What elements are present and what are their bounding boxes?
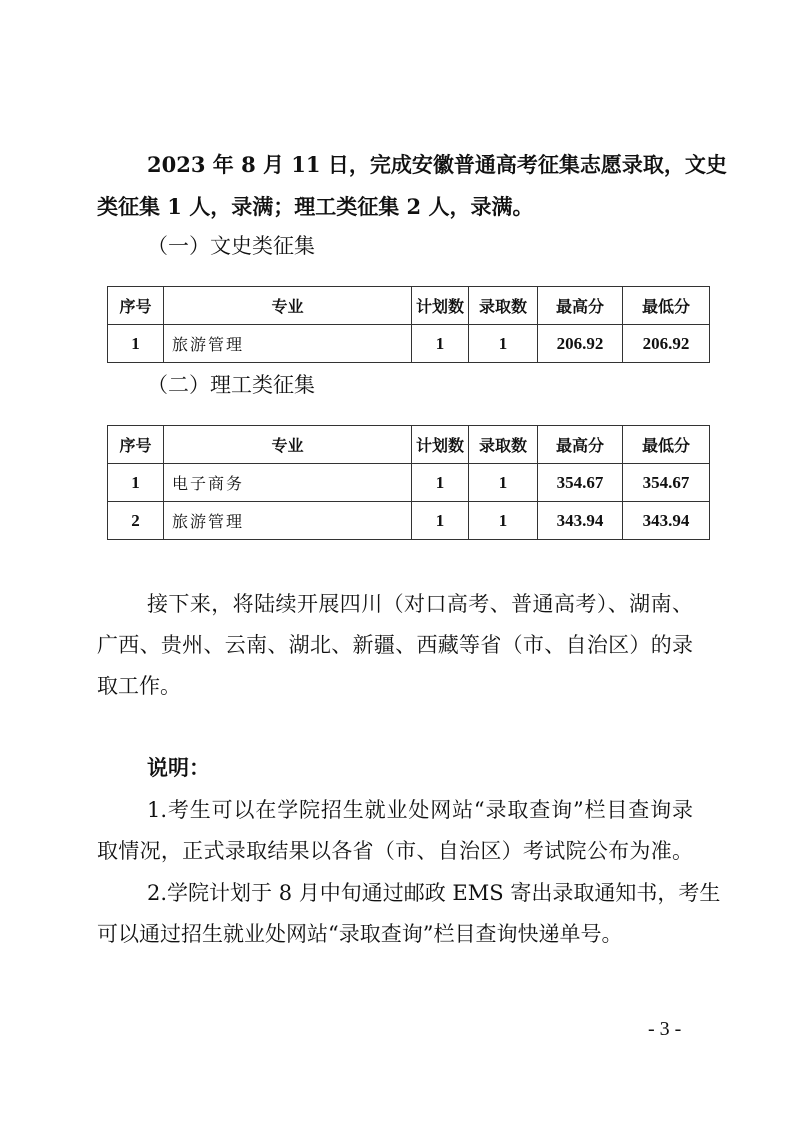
- cell-seq: 1: [108, 325, 164, 363]
- cell-max: 206.92: [538, 325, 623, 363]
- cell-min: 354.67: [623, 464, 710, 502]
- intro-line-1: 2023 年 8 月 11 日，完成安徽普通高考征集志愿录取，文史: [147, 152, 727, 177]
- table-row: [108, 325, 710, 363]
- cell-max: 343.94: [538, 502, 623, 540]
- next-line-1: 接下来，将陆续开展四川（对口高考、普通高考）、湖南、: [147, 592, 693, 616]
- cell-major: 旅游管理: [164, 325, 412, 363]
- notes-title: 说明：: [147, 755, 210, 780]
- header-admitted: 录取数: [469, 287, 538, 325]
- header-seq: 序号: [108, 287, 164, 325]
- intro-line-2: 类征集 1 人，录满；理工类征集 2 人，录满。: [97, 194, 534, 219]
- section1-heading: （一）文史类征集: [147, 234, 315, 258]
- page-number: - 3 -: [648, 1018, 682, 1040]
- header-admitted: 录取数: [469, 426, 538, 464]
- table-header-row: [108, 426, 710, 464]
- cell-min: 206.92: [623, 325, 710, 363]
- header-plan: 计划数: [412, 287, 469, 325]
- cell-plan: 1: [412, 464, 469, 502]
- header-seq: 序号: [108, 426, 164, 464]
- header-major: 专业: [164, 287, 412, 325]
- next-line-3: 取工作。: [97, 674, 181, 698]
- cell-seq: 2: [108, 502, 164, 540]
- table-row: [108, 464, 710, 502]
- note2-line-1: 2.学院计划于 8 月中旬通过邮政 EMS 寄出录取通知书，考生: [147, 881, 721, 905]
- table-liberal-arts: [107, 286, 710, 363]
- cell-plan: 1: [412, 502, 469, 540]
- cell-min: 343.94: [623, 502, 710, 540]
- header-max: 最高分: [538, 287, 623, 325]
- section2-heading: （二）理工类征集: [147, 373, 315, 397]
- note1-line-2: 取情况，正式录取结果以各省（市、自治区）考试院公布为准。: [97, 839, 693, 863]
- note2-line-2: 可以通过招生就业处网站“录取查询”栏目查询快递单号。: [97, 922, 623, 946]
- header-min: 最低分: [623, 426, 710, 464]
- header-min: 最低分: [623, 287, 710, 325]
- header-max: 最高分: [538, 426, 623, 464]
- cell-seq: 1: [108, 464, 164, 502]
- header-plan: 计划数: [412, 426, 469, 464]
- note1-line-1: 1.考生可以在学院招生就业处网站“录取查询”栏目查询录: [147, 798, 693, 822]
- table-row: [108, 502, 710, 540]
- cell-admitted: 1: [469, 502, 538, 540]
- cell-max: 354.67: [538, 464, 623, 502]
- table-header-row: [108, 287, 710, 325]
- header-major: 专业: [164, 426, 412, 464]
- cell-major: 旅游管理: [164, 502, 412, 540]
- cell-major: 电子商务: [164, 464, 412, 502]
- cell-plan: 1: [412, 325, 469, 363]
- cell-admitted: 1: [469, 464, 538, 502]
- next-line-2: 广西、贵州、云南、湖北、新疆、西藏等省（市、自治区）的录: [97, 633, 693, 657]
- cell-admitted: 1: [469, 325, 538, 363]
- table-science: [107, 425, 710, 540]
